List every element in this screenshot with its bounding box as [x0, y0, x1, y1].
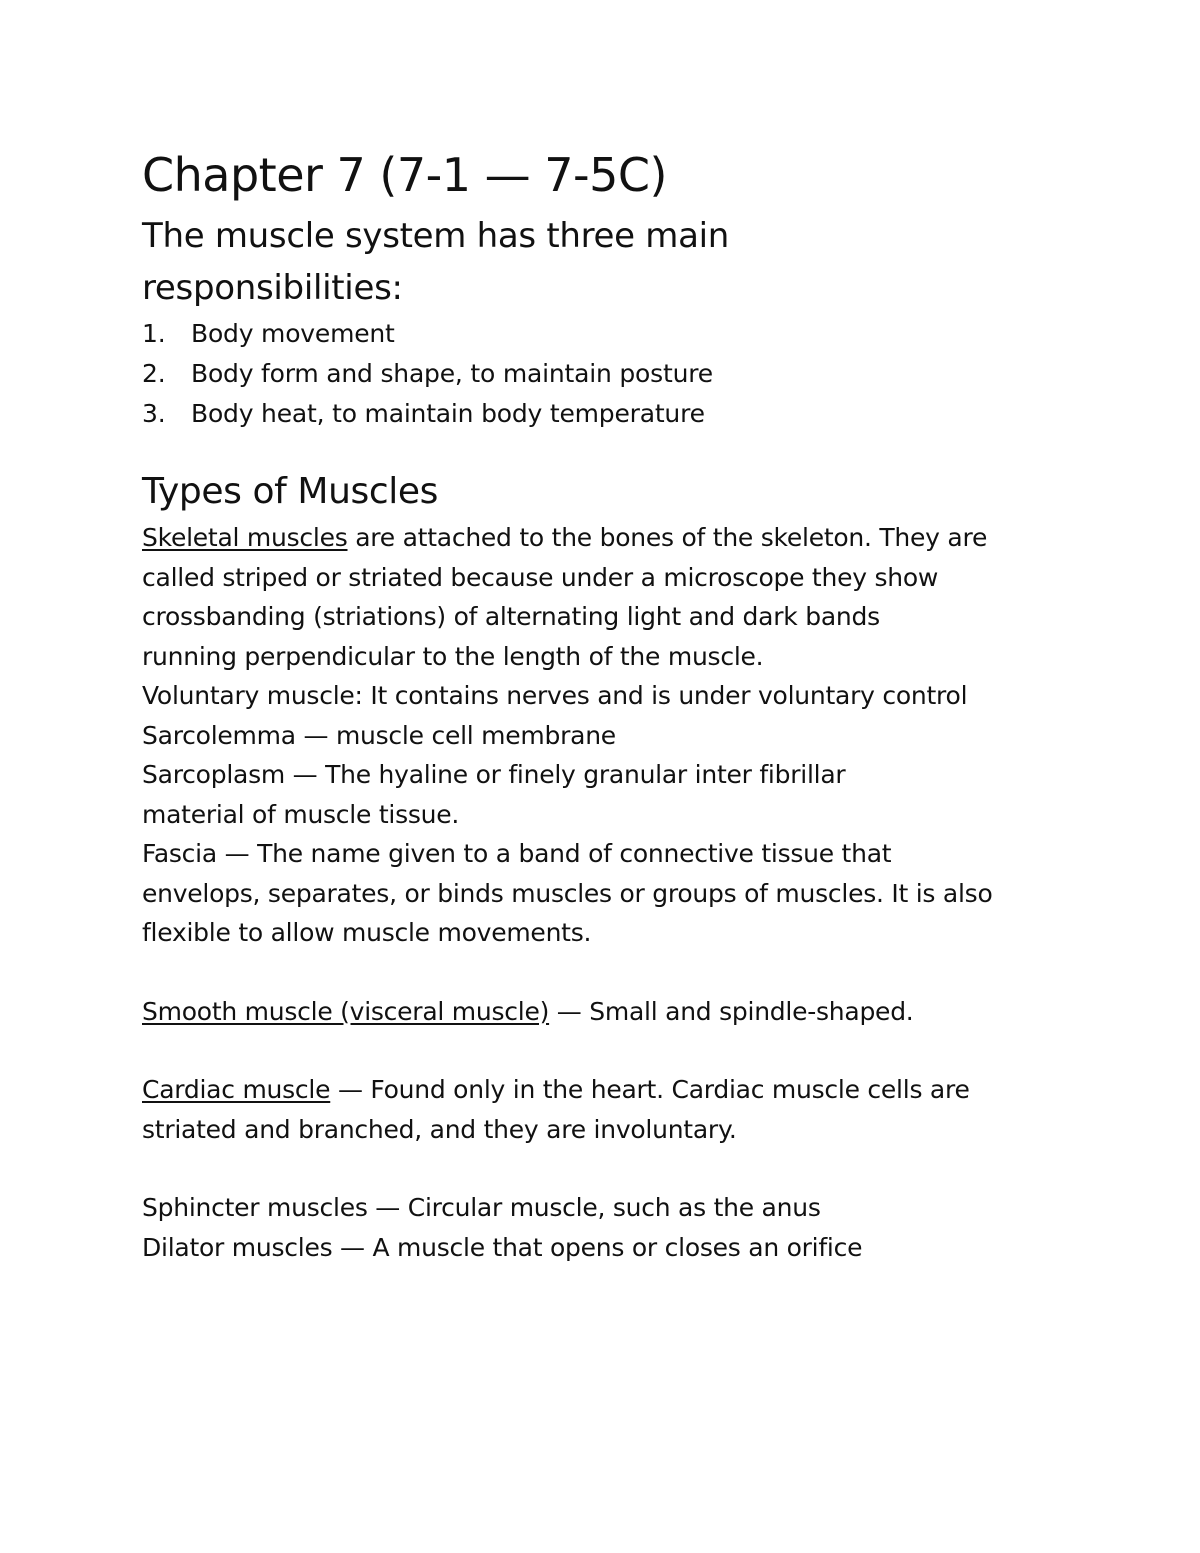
list-item: [142, 394, 1082, 434]
document-content: [142, 140, 1082, 1267]
list-item: [142, 354, 1082, 394]
sarcolemma-line: Sarcolemma — muscle cell membrane: [142, 720, 616, 750]
intro-line-1: The muscle system has three main: [142, 216, 730, 256]
cardiac-text-1: — Found only in the heart. Cardiac muscle cells are: [330, 1075, 970, 1104]
intro-line-2: responsibilities:: [142, 268, 403, 308]
spacer: [142, 1149, 1082, 1188]
fascia-line-3: flexible to allow muscle movements.: [142, 918, 592, 947]
cardiac-muscle-term: Cardiac muscle: [142, 1075, 331, 1104]
skeletal-term: Skeletal muscles: [142, 523, 348, 552]
skeletal-line-2: called striped or striated because under a microscope they show: [142, 562, 939, 592]
types-of-muscles-heading: Types of Muscles: [142, 471, 438, 512]
smooth-muscle-line: [142, 992, 1082, 1032]
sphincter-line: Sphincter muscles — Circular muscle, such as the anus: [142, 1193, 821, 1222]
fascia-line-2: envelops, separates, or binds muscles or groups of muscles. It is also: [142, 878, 993, 908]
chapter-title: Chapter 7 (7-1 — 7-5C): [142, 148, 667, 202]
cardiac-line-1: [142, 1070, 1082, 1110]
sarcoplasm-line-1: Sarcoplasm — The hyaline or finely granular inter fibrillar: [142, 760, 846, 789]
skeletal-text-1: are attached to the bones of the skeleton. They are: [347, 523, 988, 552]
dilator-line: Dilator muscles — A muscle that opens or closes an orifice: [142, 1232, 863, 1262]
spacer: [142, 1031, 1082, 1070]
skeletal-line-4: running perpendicular to the length of the muscle.: [142, 641, 764, 671]
spacer: [142, 953, 1082, 992]
cardiac-line-2: striated and branched, and they are involuntary.: [142, 1114, 737, 1144]
skeletal-line-1: [142, 518, 1082, 558]
sarcoplasm-line-2: material of muscle tissue.: [142, 799, 460, 829]
skeletal-line-3: crossbanding (striations) of alternating light and dark bands: [142, 602, 880, 631]
smooth-muscle-text: — Small and spindle-shaped.: [549, 996, 914, 1026]
list-item-number: 3.: [142, 399, 166, 428]
fascia-line-1: Fascia — The name given to a band of connective tissue that: [142, 839, 892, 868]
smooth-muscle-term: Smooth muscle (visceral muscle): [142, 996, 550, 1026]
list-item: [142, 314, 1082, 354]
list-item-text: Body heat, to maintain body temperature: [191, 399, 705, 428]
responsibilities-list: [142, 314, 1082, 434]
list-item-number: 2.: [142, 359, 166, 388]
list-item-text: Body movement: [191, 319, 395, 348]
voluntary-line: Voluntary muscle: It contains nerves and is under voluntary control: [142, 681, 968, 710]
list-item-number: 1.: [142, 319, 166, 348]
list-item-text: Body form and shape, to maintain posture: [191, 359, 713, 388]
